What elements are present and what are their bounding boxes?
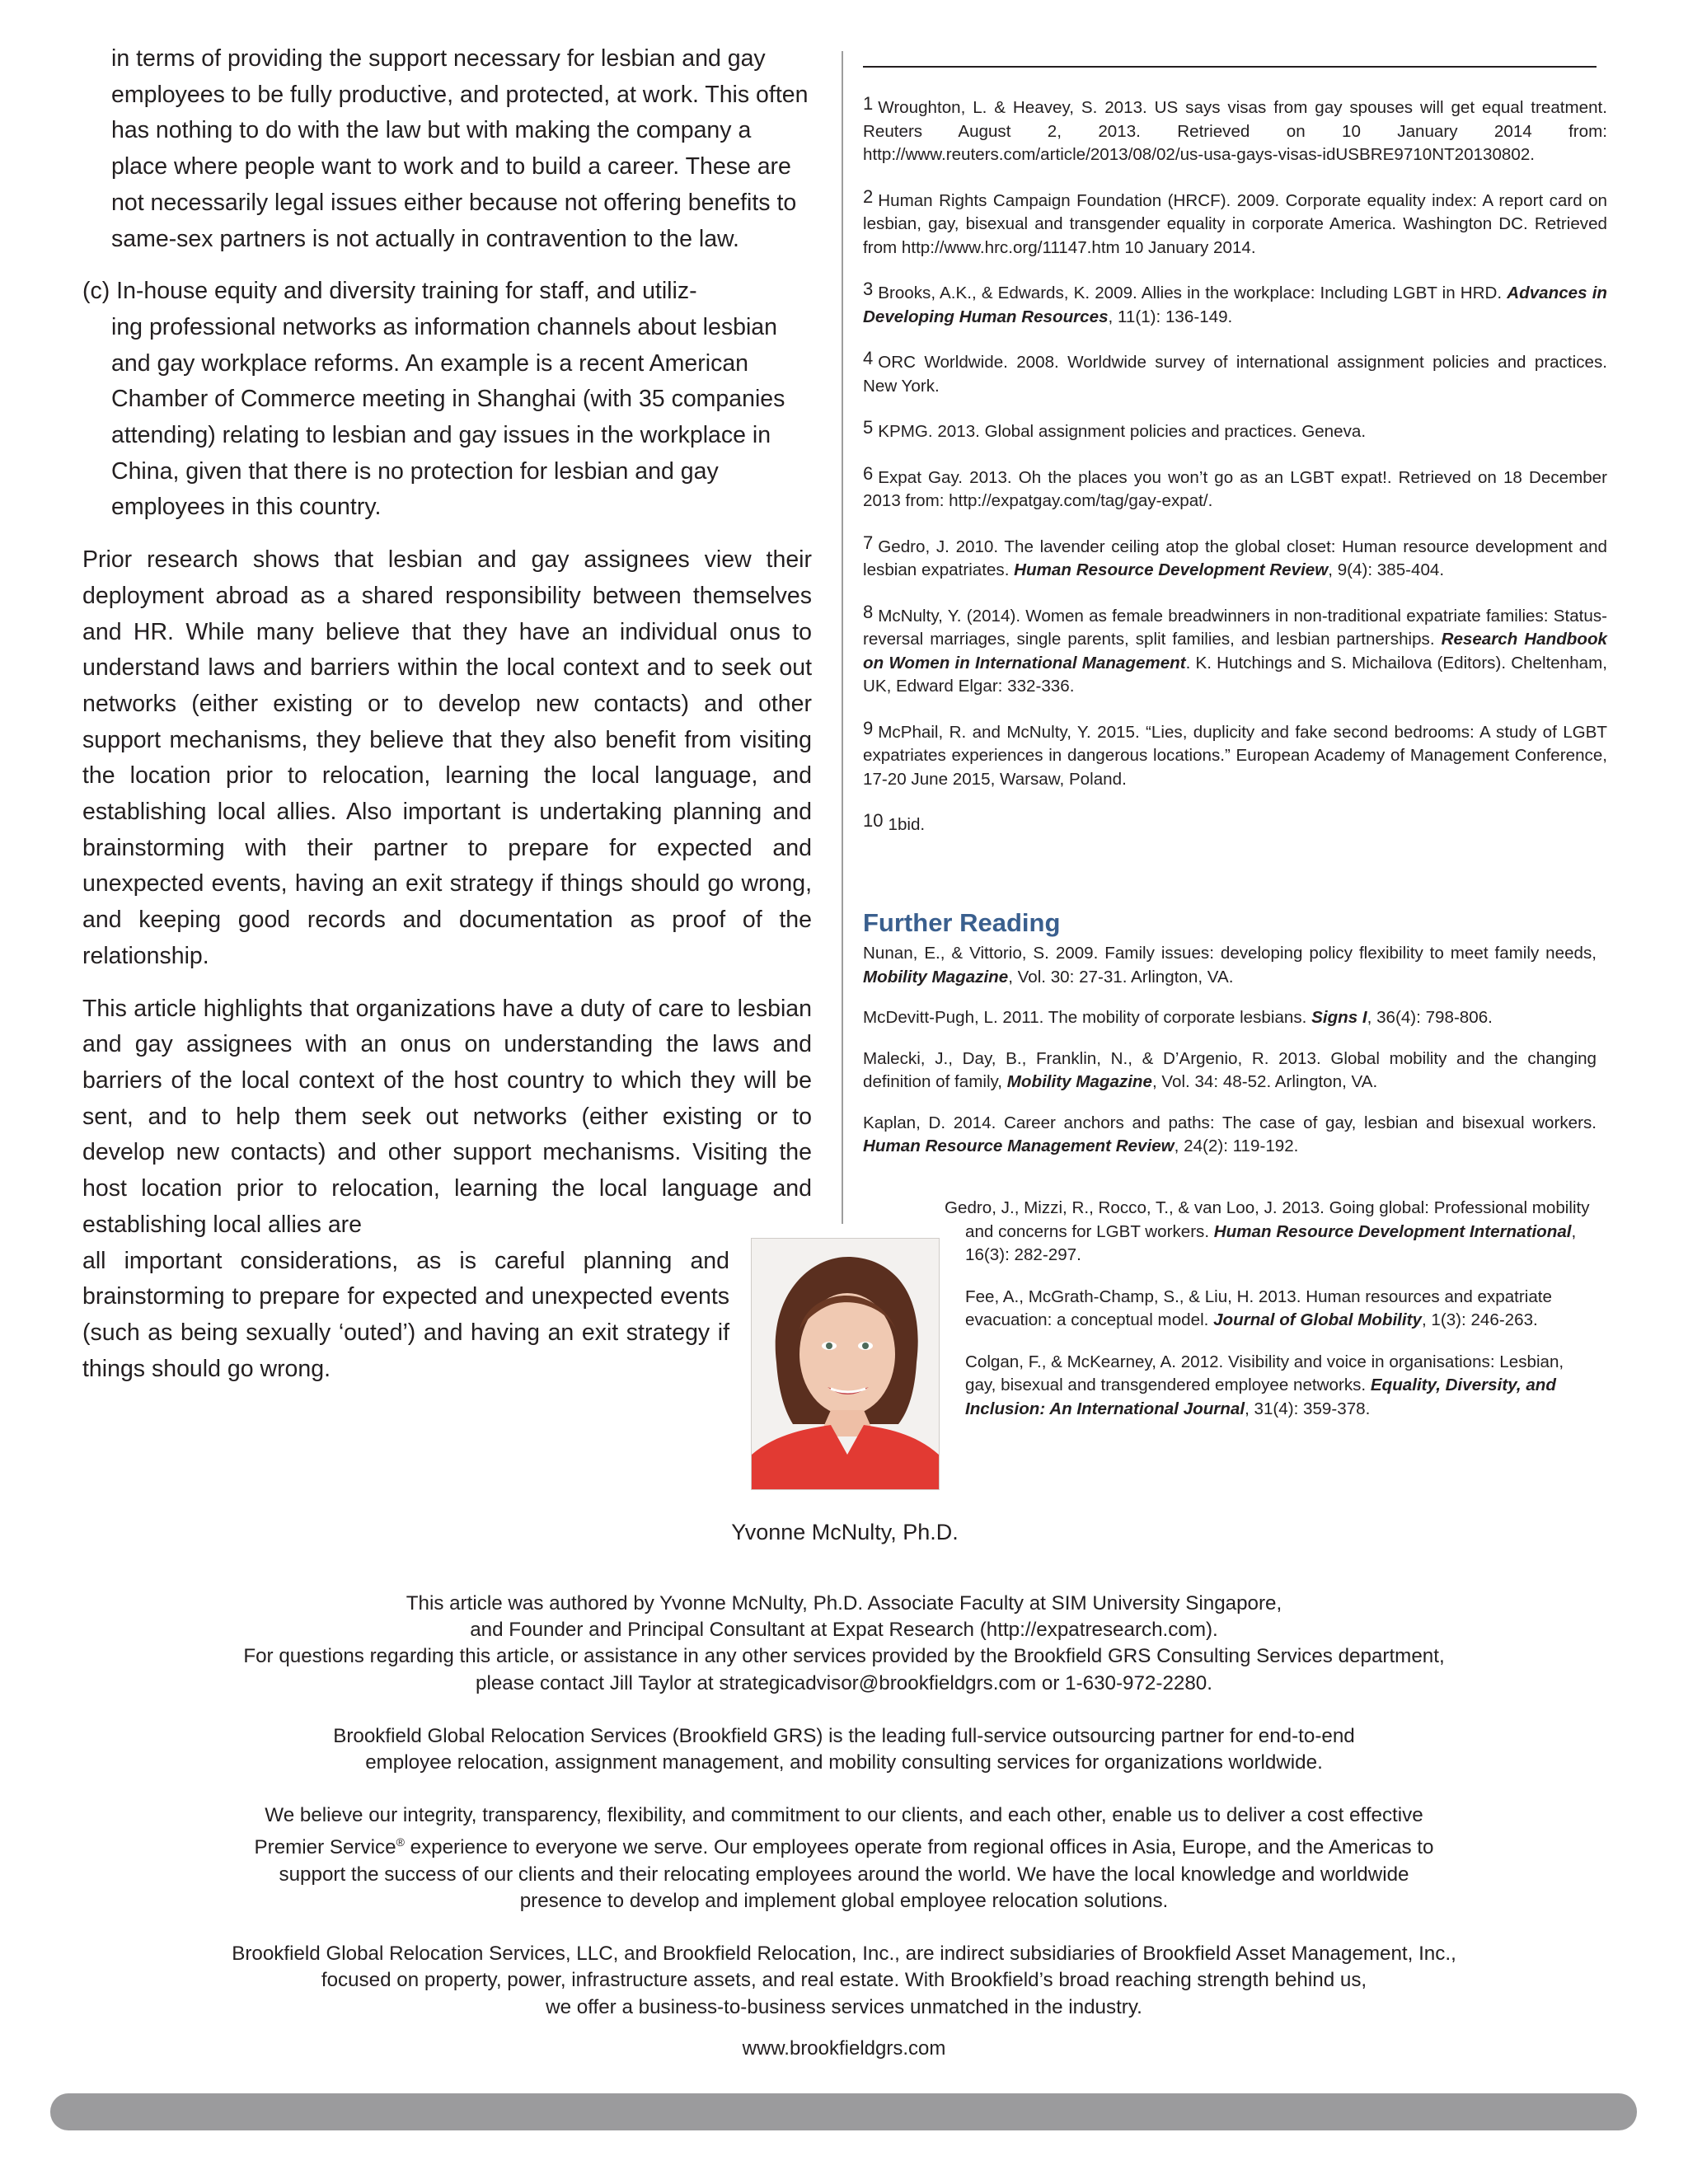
column-divider [842, 51, 843, 1224]
footnote: $^2$ Human Rights Campaign Foundation (HRCF). 2009. Corporate equality index: A report card on lesbian, gay, bisexual and transgender equality in corporate America. Washington DC. Retrieved from http://www.hrc.org/11147.htm 10 January 2014. [863, 185, 1607, 257]
reading-item: Nunan, E., & Vittorio, S. 2009. Family issues: developing policy flexibility to meet family needs, Mobility Magazine, Vol. 30: 27-31. Arlington, VA. [863, 944, 1597, 987]
website-link[interactable]: www.brookfieldgrs.com [742, 2037, 946, 2060]
company-description-line: employee relocation, assignment management, and mobility consulting services for organizations worldwide. [365, 1751, 1323, 1774]
footnote: $^3$ Brooks, A.K., & Edwards, K. 2009. Allies in the workplace: Including LGBT in HRD. Advances in Developing Human Resources, 11(1): 136-149. [863, 279, 1608, 326]
author-photo [751, 1238, 940, 1490]
premier-service-text: Premier Service [254, 1836, 396, 1859]
author-info-line: For questions regarding this article, or assistance in any other services provided by the Brookfield GRS Consulting Services department, [243, 1645, 1445, 1668]
author-portrait-image [752, 1239, 939, 1489]
author-caption: Yvonne McNulty, Ph.D. [731, 1520, 959, 1544]
reading-item: Fee, A., McGrath-Champ, S., & Liu, H. 2013. Human resources and expatriate evacuation: a conceptual model. Journal of Global Mobility, 1(3): 246-263. [965, 1286, 1552, 1329]
reading-item: Gedro, J., Mizzi, R., Rocco, T., & van Loo, J. 2013. Going global: Professional mobility and concerns for LGBT workers. Human Resource Development International, 16(3): 282-297. [945, 1198, 1590, 1264]
company-values-line: experience to everyone we serve. Our employees operate from regional offices in Asia, Europe, and the Americas to [404, 1836, 1434, 1859]
company-ownership [99, 1941, 1589, 2021]
company-description-line: Brookfield Global Relocation Services (Brookfield GRS) is the leading full-service outsourcing partner for end-to-end [333, 1724, 1355, 1747]
item-b-continuation: in terms of providing the support necessary for lesbian and gay employees to be fully productive, and protected, at work. This often has nothing to do with the law but with making the company a place where people want to work and to build a career. These are not necessarily legal issues either because not offering benefits to same-sex partners is not actually in contravention to the law. [111, 45, 809, 252]
about-block [99, 1591, 1589, 2047]
author-info [99, 1591, 1589, 1697]
paragraph-duty-of-care: This article highlights that organizations have a duty of care to lesbian and gay assignees with an onus on understanding the laws and barriers of the local context of the host country to which they will be sent, and to help them seek out networks (either existing or to develop new contacts) and other support mechanisms. Visiting the host location prior to relocation, learning the local language and establishing local allies are [82, 995, 812, 1238]
footnote: $^4$ ORC Worldwide. 2008. Worldwide survey of international assignment policies and practices. New York. [863, 348, 1607, 396]
company-values-line: presence to develop and implement global employee relocation solutions. [519, 1889, 1169, 1912]
further-reading-list [863, 942, 1597, 1176]
footnote: $^6$ Expat Gay. 2013. Oh the places you won’t go as an LGBT expat!. Retrieved on 18 December 2013 from: http://expatgay.com/tag/gay-expat/. [863, 462, 1607, 510]
item-c-body: ing professional networks as information channels about lesbian and gay workplace reforms. An example is a recent American Chamber of Commerce meeting in Shanghai (with 35 companies attending) relating to lesbian and gay issues in the workplace in China, given that there is no protection for lesbian and gay employees in this country. [111, 313, 785, 521]
footer-bar [50, 2093, 1637, 2130]
company-ownership-line: Brookfield Global Relocation Services, LLC, and Brookfield Relocation, Inc., are indirect subsidiaries of Brookfield Asset Management, Inc., [232, 1943, 1456, 1966]
footnote: $^9$ McPhail, R. and McNulty, Y. 2015. “Lies, duplicity and fake second bedrooms: A study of LGBT expatriates experiences in dangerous locations.” European Academy of Management Conference, 17-20 June 2015, Warsaw, Poland. [863, 717, 1607, 789]
author-info-line: and Founder and Principal Consultant at Expat Research (http://expatresearch.com). [470, 1619, 1218, 1642]
company-ownership-line: we offer a business-to-business services unmatched in the industry. [546, 1995, 1142, 2018]
reading-item: Malecki, J., Day, B., Franklin, N., & D’Argenio, R. 2013. Global mobility and the changing definition of family, Mobility Magazine, Vol. 34: 48-52. Arlington, VA. [863, 1048, 1597, 1091]
footnotes [863, 92, 1607, 855]
footnote-rule [863, 66, 1597, 68]
footnote: $^5$ KPMG. 2013. Global assignment policies and practices. Geneva. [863, 417, 1367, 441]
further-reading-list-narrow [945, 1197, 1597, 1439]
reading-item: Kaplan, D. 2014. Career anchors and paths: The case of gay, lesbian and bisexual workers. Human Resource Management Review, 24(2): 119-192. [863, 1113, 1597, 1155]
company-values [99, 1802, 1589, 1915]
footnote: $^7$ Gedro, J. 2010. The lavender ceiling atop the global closet: Human resource development and lesbian expatriates. Human Resource Development Review, 9(4): 385-404. [863, 532, 1607, 579]
registered-mark: ® [396, 1835, 405, 1849]
item-c [82, 274, 812, 526]
company-values-line: support the success of our clients and their relocating employees around the world. We have the local knowledge and worldwide [279, 1863, 1409, 1886]
further-reading-heading: Further Reading [863, 908, 1061, 937]
footnote: $^{10}$ 1bid. [863, 810, 926, 834]
reading-item: McDevitt-Pugh, L. 2011. The mobility of corporate lesbians. Signs I, 36(4): 798-806. [863, 1008, 1493, 1027]
author-info-line: This article was authored by Yvonne McNulty, Ph.D. Associate Faculty at SIM University Singapore, [406, 1592, 1282, 1615]
company-values-line: We believe our integrity, transparency, flexibility, and commitment to our clients, and each other, enable us to deliver a cost effective [265, 1804, 1423, 1827]
paragraph-prior-research: Prior research shows that lesbian and gay assignees view their deployment abroad as a shared responsibility between themselves and HR. While many believe that they have an individual onus to understand laws and barriers within the local context and to seek out networks (either existing or to develop new contacts) and other support mechanisms, they believe that they also benefit from visiting the location prior to relocation, learning the local language, and establishing local allies. Also important is undertaking planning and brainstorming with their partner to prepare for expected and unexpected events, having an exit strategy if things should go wrong, and keeping good records and documentation as proof of the relationship. [82, 546, 812, 969]
main-article-column [82, 41, 812, 1387]
company-ownership-line: focused on property, power, infrastructure assets, and real estate. With Brookfield’s broad reaching strength behind us, [321, 1969, 1367, 1992]
paragraph-duty-of-care-cont: all important considerations, as is careful planning and brainstorming to prepare for expected and unexpected events (such as being sexually ‘outed’) and having an exit strategy if things should go wrong. [82, 1247, 729, 1382]
contact-line: please contact Jill Taylor at strategicadvisor@brookfieldgrs.com or 1-630-972-2280. [476, 1671, 1212, 1694]
footnote: $^8$ McNulty, Y. (2014). Women as female breadwinners in non-traditional expatriate families: Status-reversal marriages, single parents, split families, and lesbian partnerships. Research Handbook on Women in International Management. K. Hutchings and S. Michailova (Editors). Cheltenham, UK, Edward Elgar: 332-336. [863, 601, 1607, 696]
footnote: $^1$ Wroughton, L. & Heavey, S. 2013. US says visas from gay spouses will get equal treatment. Reuters August 2, 2013. Retrieved on 10 January 2014 from: http://www.reuters.com/article/2013/08/02/us-usa-gays-visas-idUSBRE9710NT20130802. [863, 93, 1607, 164]
reading-item: Colgan, F., & McKearney, A. 2012. Visibility and voice in organisations: Lesbian, gay, bisexual and transgendered employee networks. Equality, Diversity, and Inclusion: An International Journal, 31(4): 359-378. [965, 1352, 1564, 1418]
item-c-lead: (c) In-house equity and diversity training for staff, and utiliz- [82, 278, 697, 305]
company-description [99, 1723, 1589, 1776]
